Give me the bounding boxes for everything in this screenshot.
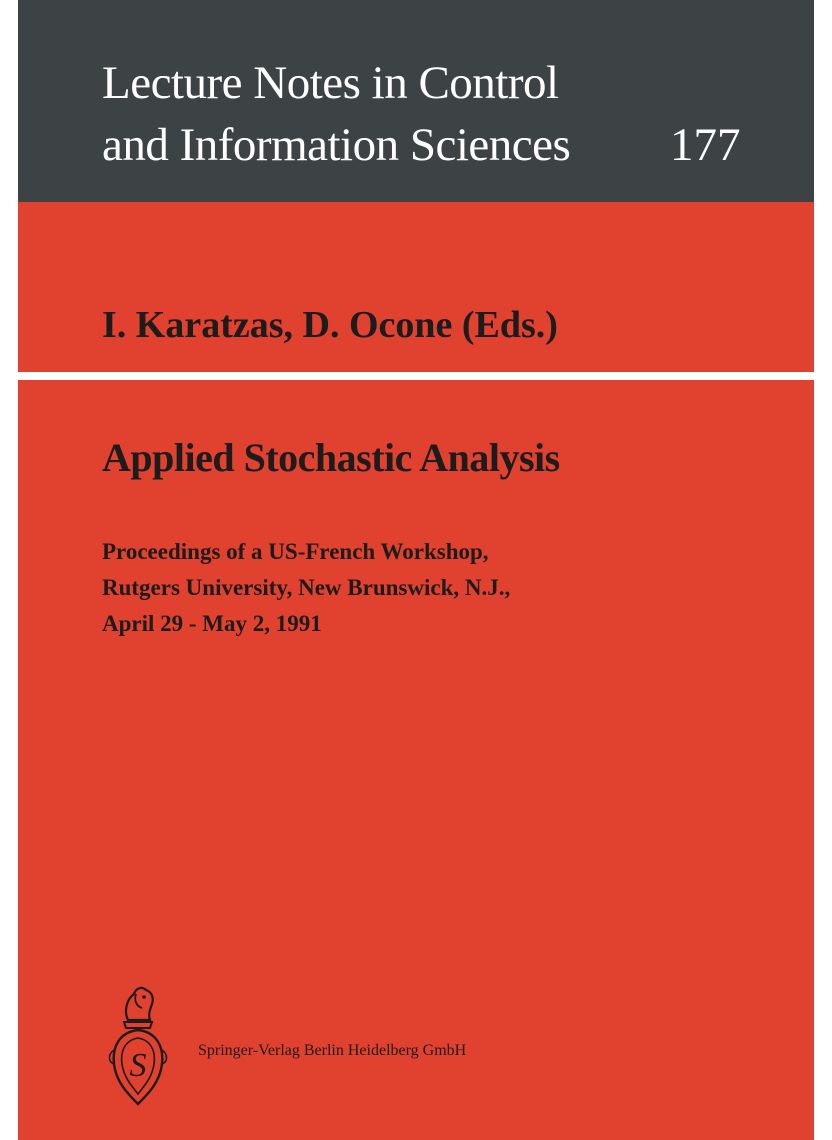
book-cover [18,0,814,1140]
subtitle-line3: April 29 - May 2, 1991 [102,611,322,636]
logo-letter: S [129,1047,147,1084]
series-title-line2: and Information Sciences [102,119,571,171]
editors: I. Karatzas, D. Ocone (Eds.) [102,304,558,346]
publisher: Springer-Verlag Berlin Heidelberg GmbH [198,1042,467,1059]
subtitle-line2: Rutgers University, New Brunswick, N.J., [102,575,511,600]
divider-rule [18,372,814,380]
series-title [102,52,570,176]
subtitle [102,534,510,642]
book-title: Applied Stochastic Analysis [102,435,560,480]
subtitle-line1: Proceedings of a US-French Workshop, [102,539,489,564]
volume-number: 177 [670,119,741,171]
series-title-line1: Lecture Notes in Control [102,57,559,109]
springer-knight-logo-icon [106,980,170,1110]
series-band [18,0,814,202]
